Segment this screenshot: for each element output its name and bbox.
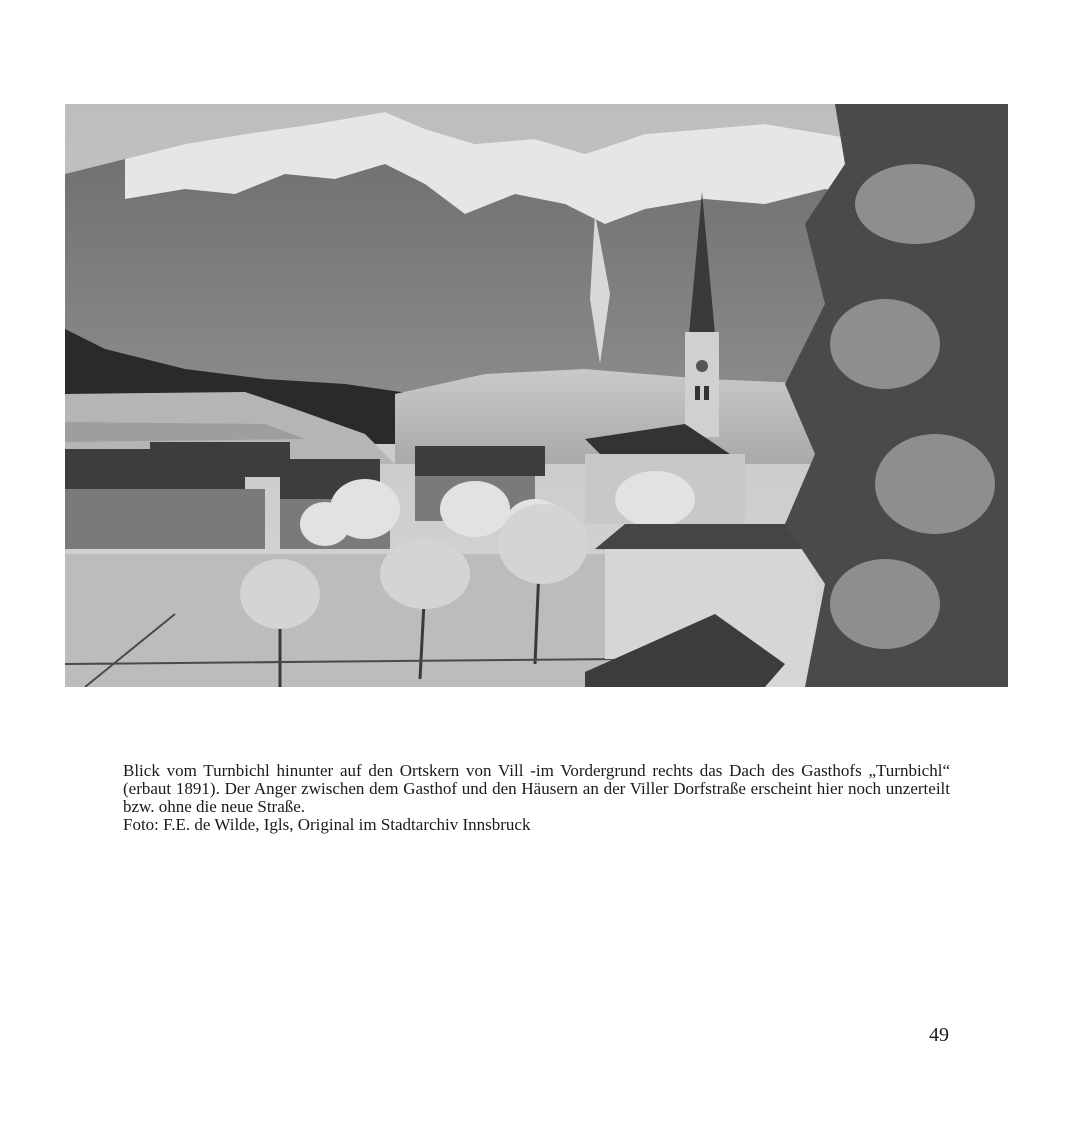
photo-credit: Foto: F.E. de Wilde, Igls, Original im Stadtarchiv Innsbruck <box>123 815 531 834</box>
church-clock <box>696 360 708 372</box>
photo-caption <box>123 762 950 834</box>
caption-text: Blick vom Turnbichl hinunter auf den Ortskern von Vill -im Vordergrund rechts das Dach des Gasthofs „Turnbichl“ (erbaut 1891). Der Anger zwischen dem Gasthof und den Häusern an der Viller Dorfstraße erscheint hier noch unzerteilt bzw. ohne die neue Straße. <box>123 761 950 816</box>
church-tower <box>685 332 719 437</box>
photograph-graphic <box>65 104 1008 687</box>
village-photograph <box>65 104 1008 687</box>
page-number: 49 <box>929 1024 949 1046</box>
